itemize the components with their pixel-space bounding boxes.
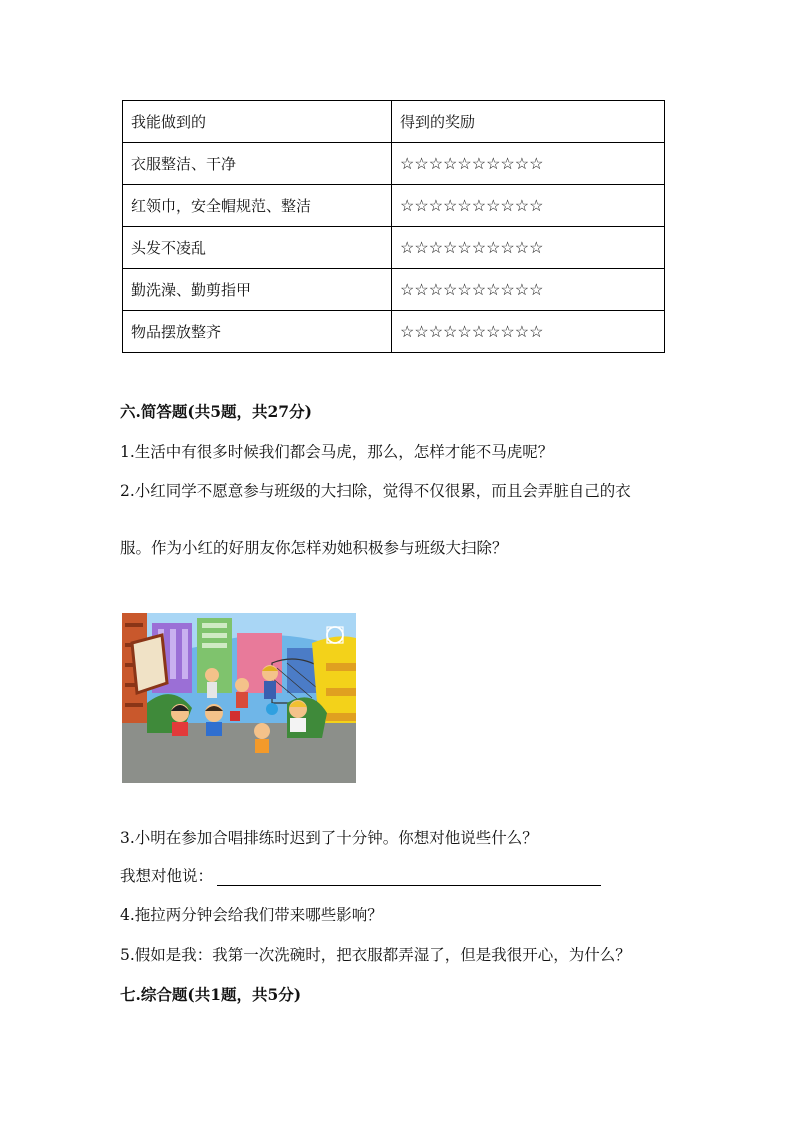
table-row bbox=[123, 227, 665, 269]
table-header-cell: 得到的奖励 bbox=[392, 101, 665, 143]
table-header-cell: 我能做到的 bbox=[123, 101, 392, 143]
answer-blank-line[interactable] bbox=[217, 867, 601, 886]
question-5: 5.假如是我：我第一次洗碗时，把衣服都弄湿了，但是我很开心，为什么？ bbox=[120, 946, 631, 964]
reward-table bbox=[122, 100, 665, 353]
table-cell-stars: ☆☆☆☆☆☆☆☆☆☆ bbox=[392, 311, 665, 353]
table-row bbox=[123, 185, 665, 227]
table-cell-stars: ☆☆☆☆☆☆☆☆☆☆ bbox=[392, 143, 665, 185]
question-4: 4.拖拉两分钟会给我们带来哪些影响？ bbox=[120, 906, 383, 924]
table-cell-item: 头发不凌乱 bbox=[123, 227, 392, 269]
table-cell-stars: ☆☆☆☆☆☆☆☆☆☆ bbox=[392, 185, 665, 227]
table-cell-item: 衣服整洁、干净 bbox=[123, 143, 392, 185]
table-row bbox=[123, 269, 665, 311]
cartoon-illustration bbox=[122, 613, 356, 783]
question-2-line-2: 服。作为小红的好朋友你怎样劝她积极参与班级大扫除？ bbox=[120, 539, 508, 557]
section-6-heading: 六.简答题(共5题，共27分) bbox=[120, 402, 312, 421]
table-cell-item: 红领巾，安全帽规范、整洁 bbox=[123, 185, 392, 227]
table-row bbox=[123, 143, 665, 185]
table-cell-item: 物品摆放整齐 bbox=[123, 311, 392, 353]
question-2-line-1: 2.小红同学不愿意参与班级的大扫除，觉得不仅很累，而且会弄脏自己的衣 bbox=[120, 482, 631, 500]
table-row bbox=[123, 311, 665, 353]
table-cell-stars: ☆☆☆☆☆☆☆☆☆☆ bbox=[392, 269, 665, 311]
question-3: 3.小明在参加合唱排练时迟到了十分钟。你想对他说些什么？ bbox=[120, 829, 538, 847]
table-cell-item: 勤洗澡、勤剪指甲 bbox=[123, 269, 392, 311]
question-3-answer-row bbox=[120, 864, 601, 886]
table-header-row bbox=[123, 101, 665, 143]
section-7-heading: 七.综合题(共1题，共5分) bbox=[120, 985, 302, 1004]
table-cell-stars: ☆☆☆☆☆☆☆☆☆☆ bbox=[392, 227, 665, 269]
answer-label: 我想对他说： bbox=[120, 867, 214, 885]
question-1: 1.生活中有很多时候我们都会马虎，那么，怎样才能不马虎呢？ bbox=[120, 443, 554, 461]
